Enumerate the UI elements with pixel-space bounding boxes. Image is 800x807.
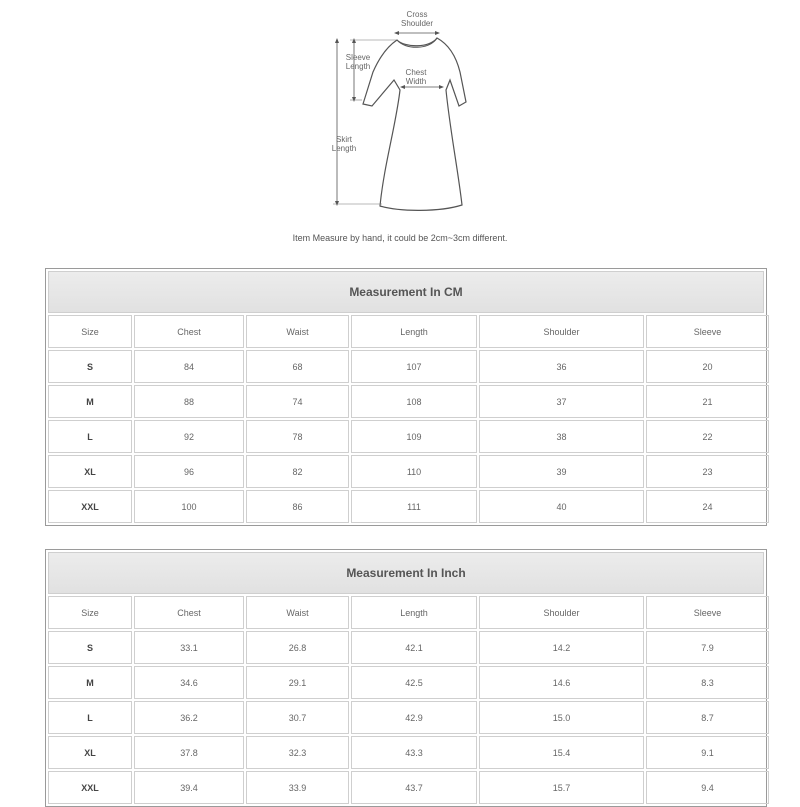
table-cell: 36.2 xyxy=(134,701,244,734)
measurement-table-inch xyxy=(45,549,767,807)
column-header: Waist xyxy=(246,596,349,629)
size-cell: S xyxy=(48,631,132,664)
table-cell: 96 xyxy=(134,455,244,488)
table-cell: 88 xyxy=(134,385,244,418)
table-cell: 40 xyxy=(479,490,644,523)
table-cell: 109 xyxy=(351,420,477,453)
size-cell: L xyxy=(48,701,132,734)
table-cell: 15.4 xyxy=(479,736,644,769)
table-cell: 78 xyxy=(246,420,349,453)
table-cell: 9.4 xyxy=(646,771,769,804)
table-cell: 82 xyxy=(246,455,349,488)
measurement-table-cm xyxy=(45,268,767,526)
table-cell: 36 xyxy=(479,350,644,383)
table-cell: 108 xyxy=(351,385,477,418)
table-cell: 37 xyxy=(479,385,644,418)
table-title: Measurement In Inch xyxy=(48,552,764,594)
measure-note: Item Measure by hand, it could be 2cm~3cm different. xyxy=(292,233,508,243)
table-cell: 9.1 xyxy=(646,736,769,769)
table-cell: 84 xyxy=(134,350,244,383)
table-cell: 37.8 xyxy=(134,736,244,769)
table-grid xyxy=(48,315,764,523)
table-cell: 110 xyxy=(351,455,477,488)
table-cell: 42.9 xyxy=(351,701,477,734)
column-header: Shoulder xyxy=(479,596,644,629)
table-title: Measurement In CM xyxy=(48,271,764,313)
table-cell: 34.6 xyxy=(134,666,244,699)
table-cell: 14.2 xyxy=(479,631,644,664)
column-header: Length xyxy=(351,596,477,629)
table-cell: 21 xyxy=(646,385,769,418)
table-cell: 42.1 xyxy=(351,631,477,664)
column-header: Chest xyxy=(134,596,244,629)
dress-illustration xyxy=(0,0,800,250)
table-cell: 29.1 xyxy=(246,666,349,699)
table-cell: 15.7 xyxy=(479,771,644,804)
table-cell: 22 xyxy=(646,420,769,453)
column-header: Size xyxy=(48,315,132,348)
cross-shoulder-label: Cross Shoulder xyxy=(400,10,434,28)
table-cell: 32.3 xyxy=(246,736,349,769)
table-cell: 38 xyxy=(479,420,644,453)
table-cell: 8.3 xyxy=(646,666,769,699)
table-cell: 14.6 xyxy=(479,666,644,699)
table-cell: 39.4 xyxy=(134,771,244,804)
table-cell: 86 xyxy=(246,490,349,523)
size-cell: L xyxy=(48,420,132,453)
table-cell: 43.7 xyxy=(351,771,477,804)
column-header: Sleeve xyxy=(646,315,769,348)
size-cell: XXL xyxy=(48,771,132,804)
size-cell: XXL xyxy=(48,490,132,523)
table-cell: 74 xyxy=(246,385,349,418)
column-header: Size xyxy=(48,596,132,629)
table-cell: 100 xyxy=(134,490,244,523)
table-cell: 15.0 xyxy=(479,701,644,734)
table-cell: 42.5 xyxy=(351,666,477,699)
table-cell: 33.1 xyxy=(134,631,244,664)
table-cell: 33.9 xyxy=(246,771,349,804)
table-cell: 24 xyxy=(646,490,769,523)
table-cell: 92 xyxy=(134,420,244,453)
table-cell: 20 xyxy=(646,350,769,383)
table-cell: 68 xyxy=(246,350,349,383)
column-header: Waist xyxy=(246,315,349,348)
measurement-diagram xyxy=(0,0,800,250)
size-cell: S xyxy=(48,350,132,383)
size-cell: M xyxy=(48,385,132,418)
table-cell: 23 xyxy=(646,455,769,488)
skirt-length-label: Skirt Length xyxy=(331,135,357,153)
table-cell: 111 xyxy=(351,490,477,523)
column-header: Chest xyxy=(134,315,244,348)
table-grid xyxy=(48,596,764,804)
table-cell: 8.7 xyxy=(646,701,769,734)
table-cell: 26.8 xyxy=(246,631,349,664)
chest-width-label: Chest Width xyxy=(405,68,427,86)
size-cell: XL xyxy=(48,455,132,488)
table-cell: 39 xyxy=(479,455,644,488)
table-cell: 107 xyxy=(351,350,477,383)
table-cell: 30.7 xyxy=(246,701,349,734)
size-cell: XL xyxy=(48,736,132,769)
column-header: Length xyxy=(351,315,477,348)
table-cell: 43.3 xyxy=(351,736,477,769)
sleeve-length-label: Sleeve Length xyxy=(345,53,371,71)
column-header: Sleeve xyxy=(646,596,769,629)
column-header: Shoulder xyxy=(479,315,644,348)
size-cell: M xyxy=(48,666,132,699)
table-cell: 7.9 xyxy=(646,631,769,664)
